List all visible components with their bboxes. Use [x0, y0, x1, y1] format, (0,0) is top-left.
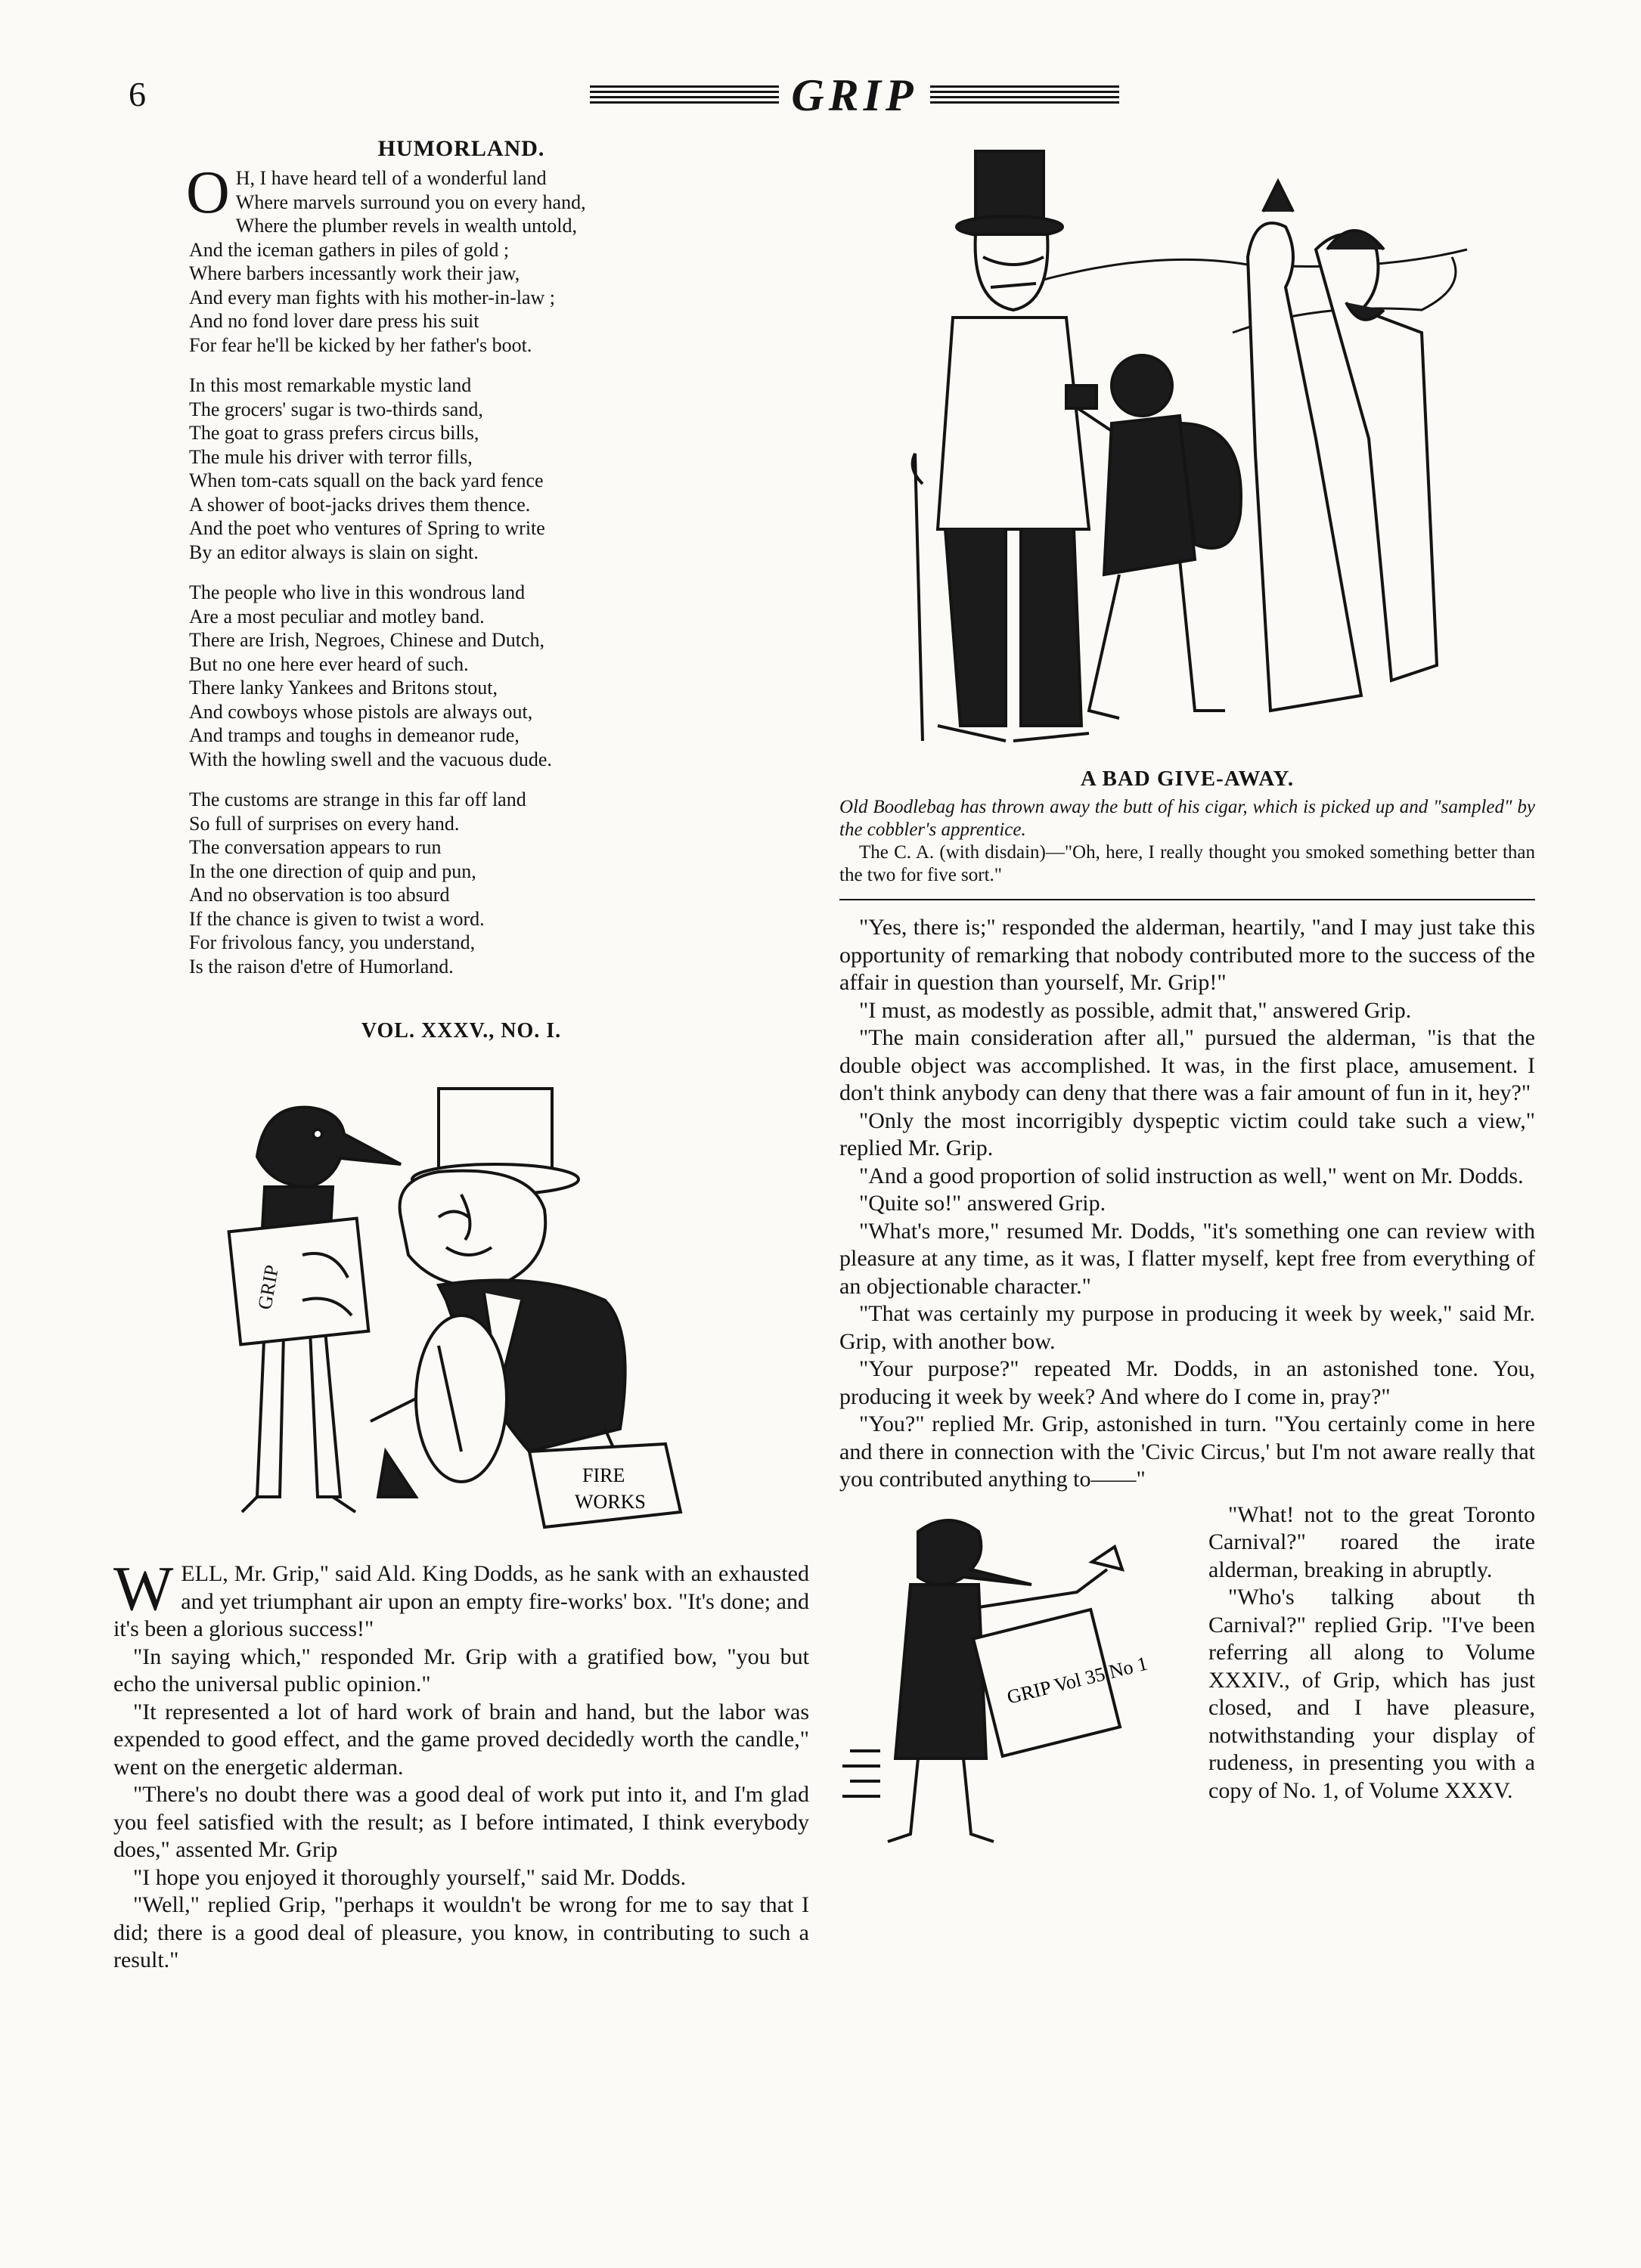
dialogue-paragraph: "And a good proportion of solid instruction as well," went on Mr. Dodds. [859, 1163, 1524, 1188]
poem-line [189, 812, 809, 836]
dialogue-paragraph: "Yes, there is;" responded the alderman, heartily, "and I may just take this opportunity of remarking that nobody contributed more to the success of the affair in question than yourself, Mr. Grip!" [839, 915, 1535, 995]
poem-line [189, 883, 809, 907]
poem-stanza [189, 581, 809, 771]
dialogue-paragraph: "That was certainly my purpose in producing it week by week," said Mr. Grip, with another bow. [839, 1301, 1535, 1354]
poem-line-text: The mule his driver with terror fills, [189, 445, 473, 468]
poem-line-text: There lanky Yankees and Britons stout, [189, 677, 498, 699]
book-label: GRIP [253, 1263, 284, 1312]
poem-line [189, 421, 809, 445]
right-bottom-block [839, 1501, 1535, 1805]
poem-line [189, 214, 809, 238]
poem-stanza [189, 788, 809, 978]
poem-line-text: Where barbers incessantly work their jaw, [189, 262, 520, 284]
raven-head-small [918, 1520, 1031, 1585]
poem-line [189, 373, 809, 398]
poem-line [189, 309, 809, 333]
poem-line [189, 835, 809, 860]
dropcap-w: W [113, 1554, 174, 1624]
masthead-rule-right [930, 85, 1119, 105]
dialogue-paragraph: "I hope you enjoyed it thoroughly yourself," said Mr. Dodds. [133, 1864, 687, 1890]
poem-line [189, 605, 809, 629]
bad-give-away-cartoon [892, 136, 1482, 756]
dropcap-o: O [186, 166, 230, 226]
dialogue-paragraph: "Who's talking about th Carnival?" replied Grip. "I've been referring all along to Volume XXXIV., of Grip, which has just closed, and I have pleasure, notwithstanding your display of rudeness, in presenting you with a copy of No. 1, of Volume XXXV. [1208, 1585, 1535, 1803]
dialogue-paragraph: "I must, as modestly as possible, admit that," answered Grip. [859, 997, 1412, 1023]
poem-line-text: For fear he'll be kicked by her father's boot. [189, 333, 532, 356]
masthead-title: GRIP [791, 70, 918, 120]
poem-line-text: For frivolous fancy, you understand, [189, 931, 476, 953]
poem-line [189, 860, 809, 884]
apprentice-head [1112, 355, 1172, 416]
raven-coat [895, 1585, 986, 1758]
poem-line [189, 723, 809, 748]
poem-line-text: There are Irish, Negroes, Chinese and Dutch, [189, 629, 544, 651]
dialogue-paragraph: "What's more," resumed Mr. Dodds, "it's something one can review with pleasure at any time, as it was, I flatter myself, kept free from everything of an objectionable character." [839, 1218, 1535, 1299]
poem-title: HUMORLAND. [377, 136, 545, 161]
grip-and-alderman-cartoon [212, 1074, 711, 1542]
poem-line-text: But no one here ever heard of such. [189, 652, 469, 675]
dialogue-paragraph: "Only the most incorrigibly dyspeptic victim could take such a view," replied Mr. Grip. [839, 1108, 1535, 1160]
masthead [590, 65, 1119, 125]
right-prose [839, 914, 1535, 1494]
poem-line [189, 931, 809, 955]
dialogue-paragraph: "In saying which," responded Mr. Grip with a gratified bow, "you but echo the universal public opinion." [113, 1644, 809, 1696]
masthead-rule-left [590, 85, 779, 105]
poem-line-text: The goat to grass prefers circus bills, [189, 422, 479, 444]
opening-paragraph [113, 1554, 809, 1644]
dialogue-paragraph: "It represented a lot of hard work of brain and hand, but the labor was expended to good effect, and the game proved decidedly worth the candle," went on the energetic alderman. [113, 1699, 809, 1780]
pointing-hand [1092, 1547, 1122, 1569]
opening-paragraph-text: ELL, Mr. Grip," said Ald. King Dodds, as he sank with an exhausted and yet triumphant air upon an empty fire-works' box. "It's done; and it's been a glorious success!" [113, 1561, 809, 1641]
poem-line [189, 398, 809, 422]
poem [113, 166, 809, 1013]
walking-cane [913, 454, 923, 741]
dialogue-paragraph: "What! not to the great Toronto Carnival?" roared the irate alderman, breaking in abruptly. [1208, 1501, 1535, 1582]
boodlebag-coat [938, 318, 1089, 529]
poem-line-text: Is the raison d'etre of Humorland. [189, 955, 454, 978]
poem-line-text: The people who live in this wondrous land [189, 581, 526, 603]
cartoon-caption: Old Boodlebag has thrown away the butt of his cigar, which is picked up and "sampled" by the cobbler's apprentice. [839, 797, 1535, 840]
poem-line-text: By an editor always is slain on sight. [189, 541, 479, 563]
poem-stanza [189, 373, 809, 564]
fireworks-drum [416, 1315, 507, 1482]
poem-line [189, 333, 809, 358]
poem-line-text: And tramps and toughs in demeanor rude, [189, 724, 520, 746]
poem-line-text: And the poet who ventures of Spring to write [189, 517, 545, 539]
box-label-works: WORKS [575, 1491, 646, 1513]
left-paragraphs [113, 1644, 809, 1975]
poem-line-text: And the iceman gathers in piles of gold ; [189, 238, 510, 261]
poem-line [189, 516, 809, 541]
alderman-head [400, 1171, 546, 1287]
poem-line [189, 700, 809, 724]
grip-book [229, 1219, 369, 1345]
poem-line-text: In this most remarkable mystic land [189, 374, 472, 396]
poem-line-text: If the chance is given to twist a word. [189, 907, 485, 930]
poem-line-text: The customs are strange in this far off land [189, 789, 526, 810]
poem-line [189, 238, 809, 262]
poem-line [189, 262, 809, 286]
poem-line [189, 628, 809, 652]
cartoon-title: A BAD GIVE-AWAY. [1080, 767, 1295, 791]
poem-line-text: Where marvels surround you on every hand, [235, 191, 586, 213]
poem-line [189, 541, 809, 565]
poem-line-text: When tom-cats squall on the back yard fence [189, 469, 544, 491]
poem-line-text: In the one direction of quip and pun, [189, 860, 476, 882]
poem-line-text: The conversation appears to run [189, 836, 442, 858]
poem-line-text: So full of surprises on every hand. [189, 812, 460, 835]
raven-head [257, 1108, 401, 1187]
poem-line-text: And every man fights with his mother-in-law ; [189, 286, 555, 308]
poem-line [189, 748, 809, 772]
left-column [113, 136, 809, 2238]
divider-rule [839, 899, 1535, 900]
poem-line [189, 676, 809, 700]
page-number: 6 [129, 75, 146, 113]
paper-label: GRIP Vol 35 No 1 [1004, 1652, 1150, 1709]
poem-line-text: The grocers' sugar is two-thirds sand, [189, 398, 483, 420]
poem-stanza [186, 166, 809, 357]
poem-line [189, 286, 809, 310]
dialogue-paragraph: "You?" replied Mr. Grip, astonished in turn. "You certainly come in here and there in connection with the 'Civic Circus,' but I'm not aware really that you contributed anything to——" [839, 1411, 1535, 1492]
poem-line [189, 788, 809, 812]
grip-with-paper-cartoon [839, 1501, 1198, 1857]
poem-line [189, 469, 809, 493]
poem-line [189, 493, 809, 517]
cartoon-quote: The C. A. (with disdain)—"Oh, here, I really thought you smoked something better than the two for five sort." [839, 842, 1535, 885]
poem-line-text: And no fond lover dare press his suit [189, 310, 479, 332]
dialogue-paragraph: "There's no doubt there was a good deal of work put into it, and I'm glad you feel satisfied with the result; as I before intimated, I think everybody does," assented Mr. Grip [113, 1782, 809, 1862]
poem-line [189, 955, 809, 979]
box-label-fire: FIRE [582, 1464, 625, 1486]
poem-line-text: With the howling swell and the vacuous dude. [189, 748, 552, 770]
poem-line-text: And cowboys whose pistols are always out, [189, 700, 533, 723]
poem-line [189, 581, 809, 605]
poem-line-text: H, I have heard tell of a wonderful land [235, 167, 547, 189]
poem-line [189, 445, 809, 469]
dialogue-paragraph: "The main consideration after all," pursued the alderman, "is that the double object was accomplished. It was, in the first place, amusement. I don't think anybody can deny that there was a fair amount of fun in it, hey?" [839, 1025, 1535, 1105]
poem-line [189, 191, 809, 215]
left-prose [113, 1554, 809, 1975]
poem-line-text: Are a most peculiar and motley band. [189, 605, 485, 627]
poem-line-text: Where the plumber revels in wealth untold, [235, 215, 578, 237]
right-column [839, 136, 1535, 2238]
boodlebag-head [976, 234, 1048, 310]
poem-line-text: A shower of boot-jacks drives them thence. [189, 493, 531, 516]
dialogue-paragraph: "Your purpose?" repeated Mr. Dodds, in an astonished tone. You, producing it week by week? And where do I come in, pray?" [839, 1356, 1535, 1409]
poem-line-text: And no observation is too absurd [189, 884, 450, 906]
volume-heading: VOL. XXXV., NO. I. [361, 1019, 562, 1043]
dialogue-paragraph: "Quite so!" answered Grip. [859, 1191, 1106, 1216]
poem-line [189, 652, 809, 677]
poem-line [189, 907, 809, 931]
dialogue-paragraph: "Well," replied Grip, "perhaps it wouldn't be wrong for me to say that I did; there is a good deal of pleasure, you know, in contributing to such a result." [113, 1892, 809, 1972]
